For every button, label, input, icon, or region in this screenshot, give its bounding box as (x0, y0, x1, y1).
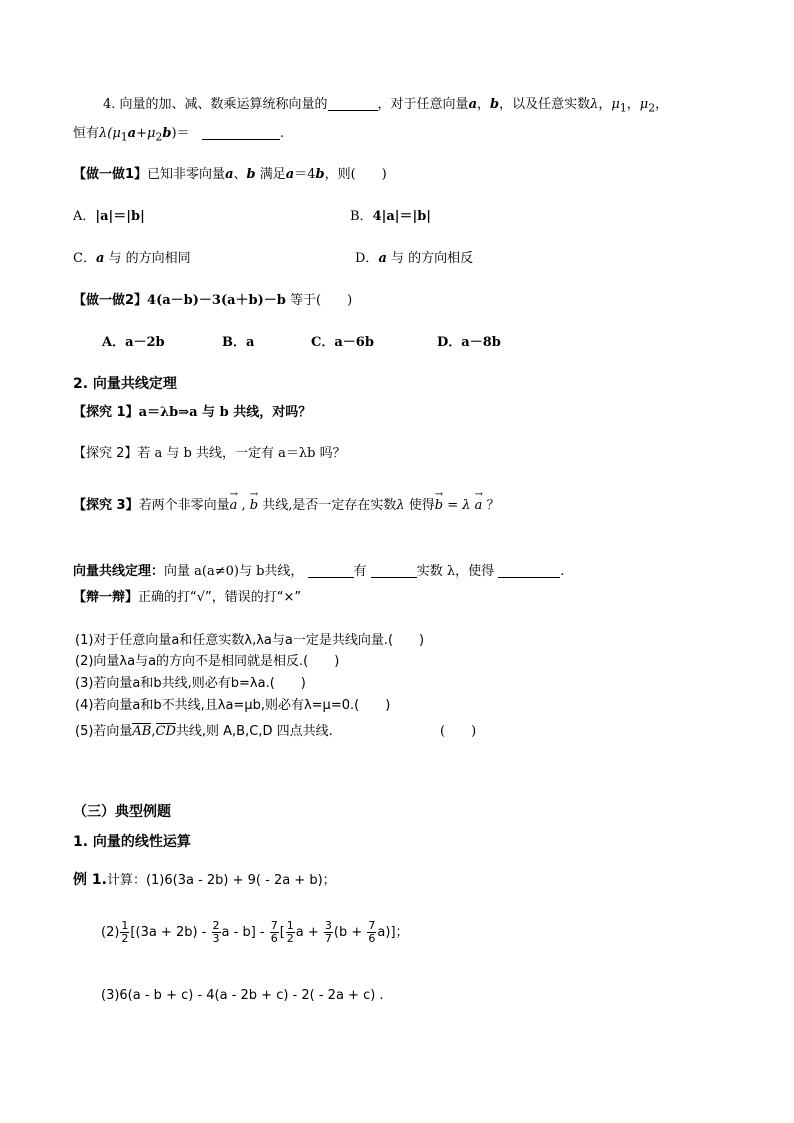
vec-b-arrow: → b (250, 497, 258, 515)
blank-3[interactable] (308, 563, 354, 578)
blank-1[interactable] (328, 96, 378, 111)
frac-den: 7 (324, 932, 332, 945)
item4-l2-text: 恒有 (73, 126, 100, 141)
judge-item-3: (3)若向量a和b共线,则必有b=λa.( ) (75, 676, 306, 691)
lambda-4: λ (462, 498, 471, 513)
judge5-text-a: (5)若向量 (75, 724, 133, 739)
frac-den: 6 (368, 932, 376, 945)
judge5-text-b: 共线,则 A,B,C,D 四点共线. (175, 724, 333, 739)
explore1 (73, 404, 311, 422)
lambda: λ (590, 97, 599, 112)
vec-a-arrow: → a (230, 497, 238, 515)
mu1: μ (611, 97, 620, 112)
theorem-label: 向量共线定理： (73, 564, 165, 579)
item4-l2-expr: λ(μ (99, 126, 121, 141)
explore3-text-a: 若两个非零向量 (138, 498, 230, 513)
frac-num: 2 (212, 919, 220, 932)
judge-header (73, 589, 301, 607)
mu2-sub: 2 (648, 101, 656, 115)
judge-label: 【辩一辩】 (73, 590, 139, 605)
vector-b: b (490, 97, 500, 112)
example1 (73, 871, 336, 890)
try2-optB[interactable] (222, 334, 254, 352)
frac-7-6b (367, 920, 376, 945)
try1-line (73, 166, 387, 184)
try1-a2: a (285, 167, 295, 182)
theorem (73, 563, 564, 581)
e2-mid: a - b] - (221, 925, 269, 940)
optD-label: D． (355, 251, 379, 266)
optC-text: 与 的方向相同 (104, 251, 191, 266)
try1-eq: ＝4 (294, 167, 316, 182)
frac-1-2 (120, 920, 129, 945)
sub-1: 1 (120, 130, 128, 144)
judge-item-5 (75, 723, 333, 741)
example1-label: 例 1. (73, 872, 107, 888)
frac-den: 6 (270, 932, 278, 945)
try1-text-a: 已知非零向量 (147, 167, 226, 182)
try1-text-c: ，则( ) (324, 167, 387, 182)
optD-a: a (378, 251, 387, 266)
try2-expr: 4(a－b)－3(a＋b)－b (147, 293, 286, 308)
try1-optC[interactable] (73, 250, 191, 268)
theorem-text-a: 向量 a(a≠0)与 b共线， (164, 564, 304, 579)
try1-optA[interactable] (73, 208, 145, 226)
judge5-comma: , (151, 724, 156, 739)
section3-sub1: 1. 向量的线性运算 (73, 834, 191, 850)
try2-label: 【做一做2】 (73, 293, 148, 308)
explore2-label: 【探究 2】 (73, 446, 138, 461)
try1-optB[interactable] (350, 208, 431, 226)
optC-a: a (95, 251, 105, 266)
item4-text-b: ，对于任意向量 (377, 97, 469, 112)
frac-2-3 (212, 920, 221, 945)
optD-text: 与 的方向相反 (386, 251, 474, 266)
try2-optC[interactable] (311, 334, 374, 352)
theorem-text-b: 有 (353, 564, 367, 579)
try2-line (73, 292, 352, 310)
e2-body: [(3a + 2b) - (130, 925, 211, 940)
section3-title: （三）典型例题 (73, 804, 171, 820)
item4-text: 4. 向量的加、减、数乘运算统称向量的 (103, 97, 328, 112)
l2-eq: )＝ (171, 126, 190, 141)
judge-text: 正确的打“√”，错误的打“×” (138, 590, 302, 605)
try1-text-b: 满足 (255, 167, 286, 182)
explore3-text-d: ？ (486, 498, 500, 513)
vec-CD: CD (155, 724, 176, 739)
explore1-label: 【探究 1】 (73, 405, 139, 420)
comma: ， (598, 97, 612, 112)
try1-b: b (246, 167, 256, 182)
frac-den: 2 (286, 932, 294, 945)
example1-part3: (3)6(a - b + c) - 4(a - 2b + c) - 2( - 2a + c) . (101, 988, 384, 1003)
try1-optD[interactable] (355, 250, 473, 268)
e2-prefix: (2) (101, 925, 120, 940)
frac-den: 3 (212, 932, 220, 945)
example1-part2 (101, 918, 409, 948)
judge-item-4: (4)若向量a和b不共线,且λa=μb,则必有λ=μ=0.( ) (75, 698, 391, 713)
try2-optC-text: C．a－6b (311, 335, 374, 350)
try2-optB-text: B．a (222, 335, 255, 350)
optB-text: 4|a|＝|b| (372, 209, 432, 224)
lambda-3: λ (396, 498, 405, 513)
sep: ， (477, 97, 491, 112)
example1-text: 计算：(1)6(3a - 2b) + 9( - 2a + b)； (106, 873, 336, 888)
try2-optA-text: A．a－2b (102, 335, 165, 350)
section2-title: 2. 向量共线定理 (73, 376, 177, 392)
e2-mid4: (b + (333, 925, 367, 940)
frac-3-7 (324, 920, 333, 945)
comma3: ， (655, 97, 669, 112)
try2-optD-text: D．a－8b (437, 335, 501, 350)
frac-num: 7 (368, 919, 376, 932)
sub-2: 2 (155, 130, 163, 144)
optC-label: C． (73, 251, 96, 266)
blank-4[interactable] (371, 563, 417, 578)
vec-AB: AB (132, 724, 152, 739)
theorem-end: . (560, 564, 565, 579)
item4-text-c: ，以及任意实数 (499, 97, 591, 112)
theorem-text-c: 实数 λ，使得 (416, 564, 495, 579)
explore2-text: 若 a 与 b 共线，一定有 a＝λb 吗？ (137, 446, 346, 461)
e2-mid3: a + (295, 925, 323, 940)
item4-line2 (73, 125, 284, 147)
explore3: 【探究 3】若两个非零向量→ a , → b 共线,是否一定存在实数λ 使得→ b = λ → a ？ (73, 497, 500, 515)
blank-2[interactable] (202, 125, 280, 140)
blank-5[interactable] (498, 563, 560, 578)
try1-label: 【做一做1】 (73, 167, 148, 182)
try1-b2: b (315, 167, 325, 182)
frac-den: 2 (121, 932, 129, 945)
frac-num: 1 (121, 919, 129, 932)
optB-label: B． (350, 209, 373, 224)
mu2: μ (639, 97, 649, 112)
l2-end: . (279, 126, 285, 141)
explore3-text-b: 共线,是否一定存在实数 (262, 498, 397, 513)
judge-item-2: (2)向量λa与a的方向不是相同就是相反.( ) (75, 654, 340, 669)
try1-a: a (225, 167, 234, 182)
frac-num: 7 (270, 919, 278, 932)
l2-plus: +μ (136, 126, 156, 141)
optA-text: |a|＝|b| (95, 209, 145, 224)
vec-b-arrow-2: → b (435, 497, 443, 515)
l2-b: b (162, 126, 172, 141)
judge-item-1: (1)对于任意向量a和任意实数λ,λa与a一定是共线向量.( ) (75, 633, 425, 648)
frac-num: 3 (324, 919, 332, 932)
frac-1-2b (286, 920, 295, 945)
e2-mid2: [ (279, 925, 285, 940)
try2-text: 等于( ) (285, 293, 353, 308)
item4-line1 (103, 96, 668, 118)
explore3-label: 【探究 3】 (73, 498, 139, 513)
e2-end: a)]； (377, 925, 409, 940)
explore2 (73, 445, 346, 463)
comma2: ， (626, 97, 640, 112)
mu1-sub: 1 (619, 101, 627, 115)
frac-num: 1 (286, 919, 294, 932)
vec-a-arrow-2: → a (475, 497, 483, 515)
frac-7-6 (270, 920, 279, 945)
explore1-text: a＝λb⇒a 与 b 共线，对吗？ (138, 405, 312, 420)
l2-a: a (127, 126, 137, 141)
try1-dot: 、 (233, 167, 247, 182)
optA-label: A． (73, 209, 96, 224)
vector-a: a (468, 97, 477, 112)
explore3-text-c: 使得 (408, 498, 435, 513)
judge5-paren: ( ) (440, 724, 477, 739)
try2-optA[interactable] (102, 334, 165, 352)
try2-optD[interactable] (437, 334, 501, 352)
